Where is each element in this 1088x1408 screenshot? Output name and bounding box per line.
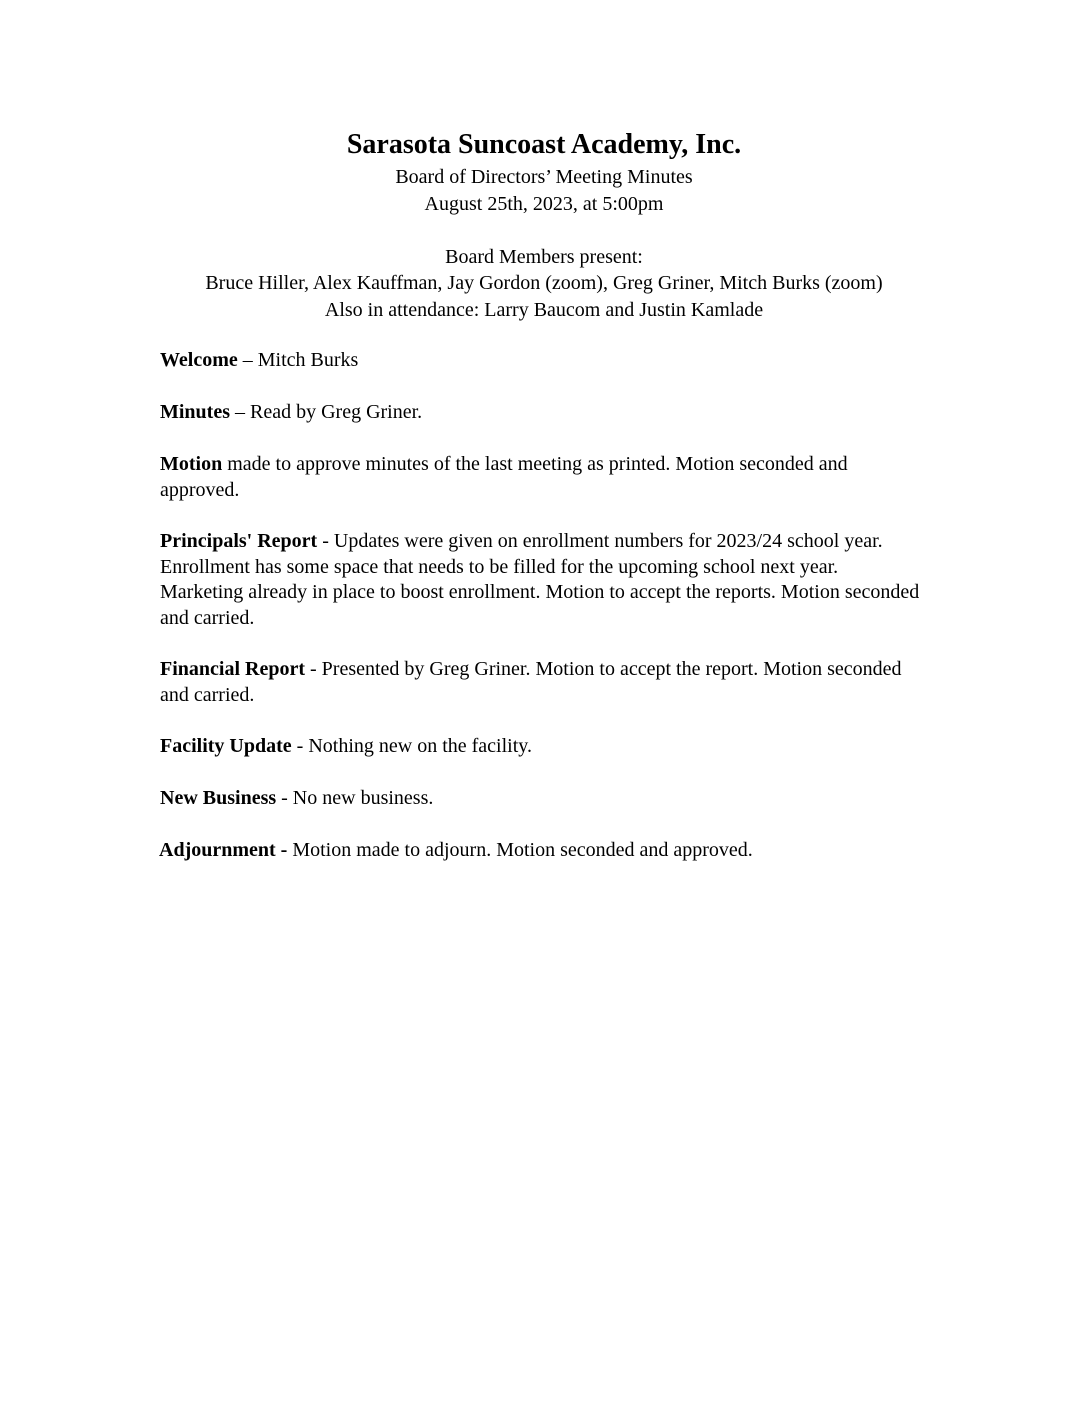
section-principals-report-text: - Updates were given on enrollment numbers for 2023/24 school year. Enrollment has some space that needs to be filled for the upcoming school next year. Marketing already in place to boost enrollment. Motion to accept the reports. Motion seconded and carried. — [160, 530, 920, 629]
section-facility-update-label: Facility Update — [160, 735, 292, 757]
also-in-attendance: Also in attendance: Larry Baucom and Justin Kamlade — [324, 299, 764, 321]
section-minutes-label: Minutes — [160, 401, 230, 423]
section-welcome-text: – Mitch Burks — [237, 349, 359, 371]
section-principals-report — [160, 529, 920, 631]
section-motion-label: Motion — [160, 453, 223, 475]
document-subtitle: Board of Directors’ Meeting Minutes — [395, 166, 693, 188]
section-facility-update-text: - Nothing new on the facility. — [291, 735, 532, 757]
section-motion — [160, 452, 920, 503]
document-title: Sarasota Suncoast Academy, Inc. — [346, 129, 742, 160]
section-financial-report-text: - Presented by Greg Griner. Motion to accept the report. Motion seconded and carried. — [160, 658, 902, 706]
section-motion-text: made to approve minutes of the last meeting as printed. Motion seconded and approved. — [160, 453, 848, 501]
section-principals-report-label: Principals' Report — [160, 530, 318, 552]
section-welcome-label: Welcome — [160, 349, 238, 371]
members-present-list: Bruce Hiller, Alex Kauffman, Jay Gordon (zoom), Greg Griner, Mitch Burks (zoom) — [205, 272, 883, 294]
section-new-business-text: - No new business. — [276, 787, 434, 809]
section-welcome — [160, 348, 920, 374]
section-financial-report — [160, 657, 920, 708]
section-new-business — [160, 786, 920, 812]
section-minutes-text: – Read by Greg Griner. — [230, 401, 423, 423]
meeting-date: August 25th, 2023, at 5:00pm — [424, 193, 664, 215]
section-facility-update — [160, 734, 920, 760]
section-adjournment — [159, 838, 919, 864]
section-financial-report-label: Financial Report — [160, 658, 305, 680]
section-new-business-label: New Business — [160, 787, 277, 809]
section-minutes — [160, 400, 920, 426]
section-adjournment-text: Motion made to adjourn. Motion seconded and approved. — [287, 839, 753, 861]
section-adjournment-label: Adjournment - — [159, 839, 288, 861]
members-present-label: Board Members present: — [445, 246, 643, 268]
